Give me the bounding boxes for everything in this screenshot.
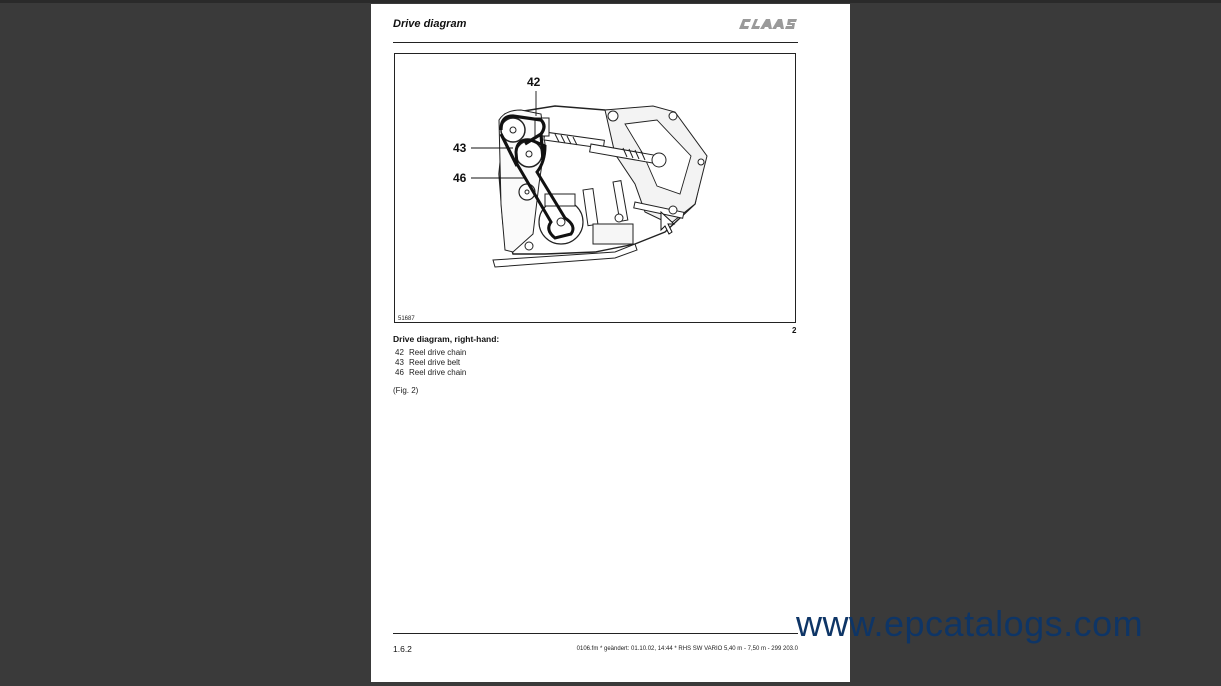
figure-reference: (Fig. 2) [393, 386, 419, 395]
legend-item [395, 368, 466, 378]
figure-legend [395, 348, 466, 378]
callout-42: 42 [527, 75, 541, 89]
legend-number: 43 [395, 358, 404, 367]
figure-index: 2 [792, 326, 797, 335]
page-title: Drive diagram [393, 18, 467, 30]
legend-item [395, 348, 466, 358]
figure-number: 51687 [398, 316, 415, 322]
callout-43: 43 [453, 141, 467, 155]
footer-file-info: 0106.fm * geändert: 01.10.02, 14:44 * RHS SW VARIO 5,40 m - 7,50 m - 299 203.0 [576, 646, 798, 652]
drive-diagram-drawing [395, 54, 797, 324]
legend-number: 46 [395, 368, 404, 377]
viewer-top-bar [0, 0, 1221, 3]
footer-divider [393, 633, 798, 634]
legend-label: Reel drive chain [409, 348, 467, 357]
watermark-text: www.epcatalogs.com [796, 603, 1144, 644]
page-number: 1.6.2 [393, 644, 412, 654]
legend-number: 42 [395, 348, 404, 357]
drive-diagram-figure [394, 53, 796, 323]
header-divider [393, 42, 798, 43]
figure-caption: Drive diagram, right-hand: [393, 334, 500, 344]
legend-label: Reel drive belt [409, 358, 461, 367]
claas-logo [737, 17, 799, 31]
legend-label: Reel drive chain [409, 368, 467, 377]
callout-46: 46 [453, 171, 467, 185]
document-page [371, 4, 850, 682]
legend-item [395, 358, 466, 368]
